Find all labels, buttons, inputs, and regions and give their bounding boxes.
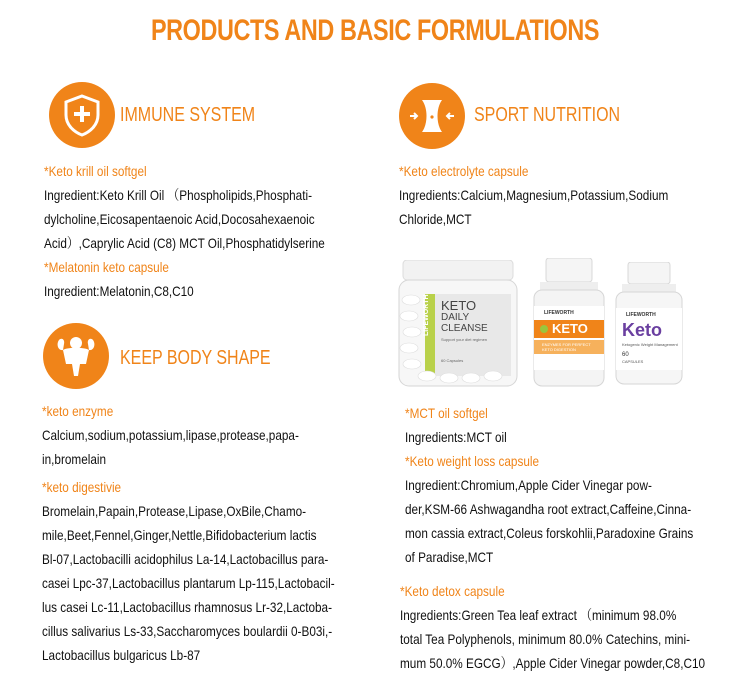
- item-label: *MCT oil softgel: [405, 405, 488, 421]
- bottle3-brand: LIFEWORTH: [626, 312, 656, 318]
- bottle3-count-unit: CAPSULES: [622, 359, 644, 364]
- item-line: Acid）,Caprylic Acid (C8) MCT Oil,Phosphatidylserine: [44, 235, 325, 251]
- item-line: mum 50.0% EGCG）,Apple Cider Vinegar powder,C8,C10: [400, 655, 706, 671]
- keto-detox-block: [400, 579, 719, 675]
- item-line: Chloride,MCT: [399, 211, 472, 227]
- item-line: in,bromelain: [42, 451, 107, 467]
- jar-name-1: KETO: [441, 298, 477, 313]
- item-line: cillus salivarius Ls-33,Saccharomyces boulardii 0-B03i,-: [42, 623, 333, 639]
- item-line: dylcholine,Eicosapentaenoic Acid,Docosahexaenoic: [44, 211, 315, 227]
- keep-body-shape-heading: KEEP BODY SHAPE: [120, 347, 271, 369]
- sport-nutrition-list: [399, 159, 718, 231]
- immune-system-list: [44, 159, 363, 303]
- bottle2-name: KETO: [552, 321, 588, 336]
- sport-nutrition-heading: SPORT NUTRITION: [474, 104, 621, 126]
- bottle3-name: Keto: [622, 320, 662, 340]
- item-line: Bromelain,Papain,Protease,Lipase,OxBile,Chamo-: [42, 503, 307, 519]
- item-line: mon cassia extract,Coleus forskohlii,Paradoxine Grains: [405, 525, 694, 541]
- bottle2-sub: ENZYMES FOR PERFECT KETO DIGESTION: [542, 342, 591, 352]
- item-line: Ingredient:Melatonin,C8,C10: [44, 283, 194, 299]
- item-line: casei Lpc-37,Lactobacillus plantarum Lp-115,Lactobacil-: [42, 575, 335, 591]
- item-label: *Melatonin keto capsule: [44, 259, 169, 275]
- item-line: lus casei Lc-11,Lactobacillus rhamnosus Lr-32,Lactoba-: [42, 599, 333, 615]
- jar-name-3: CLEANSE: [441, 323, 488, 334]
- item-label: *keto enzyme: [42, 403, 114, 419]
- bottle2-brand: LIFEWORTH: [544, 310, 574, 316]
- item-label: *keto digestivie: [42, 479, 122, 495]
- right-lower-list: [405, 401, 724, 569]
- jar-count: 60 Capsules: [441, 358, 464, 363]
- item-line: der,KSM-66 Ashwagandha root extract,Caffeine,Cinna-: [405, 501, 692, 517]
- item-line: Ingredients:Calcium,Magnesium,Potassium,Sodium: [399, 187, 669, 203]
- item-line: Calcium,sodium,potassium,lipase,protease,papa-: [42, 427, 299, 443]
- keto-daily-cleanse-jar: [397, 260, 519, 388]
- keto-weight-management-bottle: [612, 262, 686, 386]
- bottle3-count: 60: [622, 352, 629, 358]
- item-line: Bl-07,Lactobacilli acidophilus La-14,Lactobacillus para-: [42, 551, 329, 567]
- waist-slim-icon: [399, 83, 465, 149]
- item-line: Ingredients:MCT oil: [405, 429, 507, 445]
- keto-enzymes-bottle: [530, 258, 608, 388]
- item-line: total Tea Polyphenols, minimum 80.0% Catechins, mini-: [400, 631, 691, 647]
- item-line: Ingredient:Chromium,Apple Cider Vinegar pow-: [405, 477, 652, 493]
- item-line: Ingredients:Green Tea leaf extract （minimum 98.0%: [400, 607, 677, 623]
- jar-name-2: DAILY: [441, 312, 470, 323]
- item-line: Lactobacillus bulgaricus Lb-87: [42, 647, 201, 663]
- jar-brand: LIFEWORTH: [423, 294, 430, 336]
- immune-system-heading: IMMUNE SYSTEM: [120, 104, 256, 126]
- item-label: *Keto weight loss capsule: [405, 453, 540, 469]
- body-shape-list: [42, 399, 361, 667]
- item-label: *Keto electrolyte capsule: [399, 163, 529, 179]
- item-line: of Paradise,MCT: [405, 549, 494, 565]
- muscle-man-icon: [43, 323, 109, 389]
- page-title: PRODUCTS AND BASIC FORMULATIONS: [150, 14, 600, 47]
- item-line: mile,Beet,Fennel,Ginger,Nettle,Bifidobacterium lactis: [42, 527, 317, 543]
- item-label: *Keto detox capsule: [400, 583, 505, 599]
- item-label: *Keto krill oil softgel: [44, 163, 147, 179]
- item-line: Ingredient:Keto Krill Oil （Phospholipids,Phosphati-: [44, 187, 313, 203]
- bottle3-sub: Ketogenic Weight Management: [622, 342, 678, 347]
- shield-plus-icon: [49, 82, 115, 148]
- jar-small-text: Support your diet regimen: [441, 337, 488, 342]
